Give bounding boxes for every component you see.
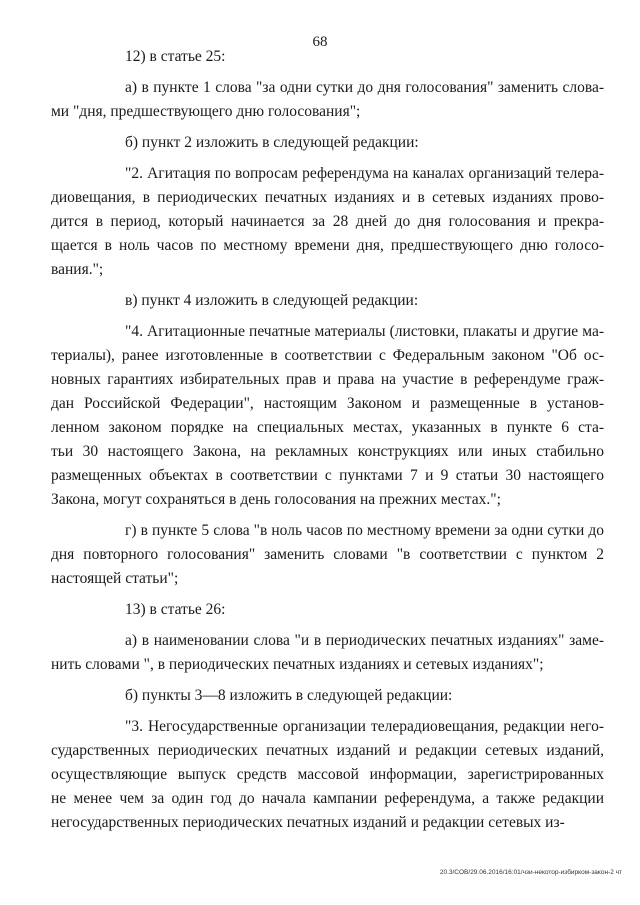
footer-stamp: 20.3/COB/29.06.2016/16:01/чзи-некотор-избирком-закон-2 чт [439, 869, 622, 876]
text-line: Закона, могут сохраняться в день голосования на прежних местах."; [51, 491, 501, 508]
paragraph [88, 45, 604, 69]
text-line: "2. Агитация по вопросам референдума на каналах организаций телера- [125, 165, 604, 182]
text-line: "3. Негосударственные организации телерадиовещания, редакции него- [125, 718, 604, 735]
paragraph [88, 598, 604, 622]
text-line: б) пункты 3—8 изложить в следующей редакции: [125, 687, 453, 704]
document-body [51, 45, 604, 842]
text-line: дится в период, который начинается за 28 дней до дня голосования и прекра- [51, 213, 604, 230]
text-line: диовещания, в периодических печатных изданиях и в сетевых изданиях прово- [51, 189, 604, 206]
text-line: "4. Агитационные печатные материалы (листовки, плакаты и другие ма- [125, 323, 604, 340]
text-line: 12) в статье 25: [125, 48, 226, 65]
text-line: а) в наименовании слова "и в периодических печатных изданиях" заме- [125, 632, 604, 649]
text-line: дан Российской Федерации", настоящим Законом и размещенные в установ- [51, 395, 604, 412]
text-line: ми "дня, предшествующего дню голосования"; [51, 103, 361, 120]
text-line: нить словами ", в периодических печатных изданиях и сетевых изданиях"; [51, 656, 544, 673]
paragraph [51, 629, 604, 677]
text-line: осуществляющие выпуск средств массовой информации, зарегистрированных [51, 766, 604, 783]
paragraph [88, 684, 604, 708]
text-line: 13) в статье 26: [125, 601, 226, 618]
paragraph [51, 320, 604, 512]
text-line: сударственных периодических печатных изданий и редакции сетевых изданий, [51, 742, 604, 759]
text-line: в) пункт 4 изложить в следующей редакции: [125, 292, 419, 309]
text-line: а) в пункте 1 слова "за одни сутки до дня голосования" заменить слова- [125, 79, 604, 96]
text-line: б) пункт 2 изложить в следующей редакции: [125, 134, 419, 151]
paragraph [51, 162, 604, 282]
paragraph [51, 715, 604, 835]
text-line: г) в пункте 5 слова "в ноль часов по местному времени за одни сутки до [125, 522, 604, 539]
page-number: 68 [312, 34, 328, 50]
paragraph [51, 519, 604, 591]
text-line: настоящей статьи"; [51, 570, 179, 587]
paragraph [88, 289, 604, 313]
text-line: не менее чем за один год до начала кампании референдума, а также редакции [51, 790, 604, 807]
text-line: тьи 30 настоящего Закона, на рекламных конструкциях или иных стабильно [51, 443, 604, 460]
text-line: новных гарантиях избирательных прав и права на участие в референдуме граж- [51, 371, 604, 388]
text-line: ленном законом порядке на специальных местах, указанных в пункте 6 ста- [51, 419, 604, 436]
text-line: вания."; [51, 261, 104, 278]
text-line: негосударственных периодических печатных изданий и редакции сетевых из- [51, 814, 565, 831]
paragraph [51, 76, 604, 124]
text-line: щается в ноль часов по местному времени дня, предшествующего дню голосо- [51, 237, 604, 254]
text-line: дня повторного голосования" заменить словами "в соответствии с пунктом 2 [51, 546, 604, 563]
text-line: териалы), ранее изготовленные в соответствии с Федеральным законом "Об ос- [51, 347, 604, 364]
paragraph [88, 131, 604, 155]
text-line: размещенных объектах в соответствии с пунктами 7 и 9 статьи 30 настоящего [51, 467, 604, 484]
